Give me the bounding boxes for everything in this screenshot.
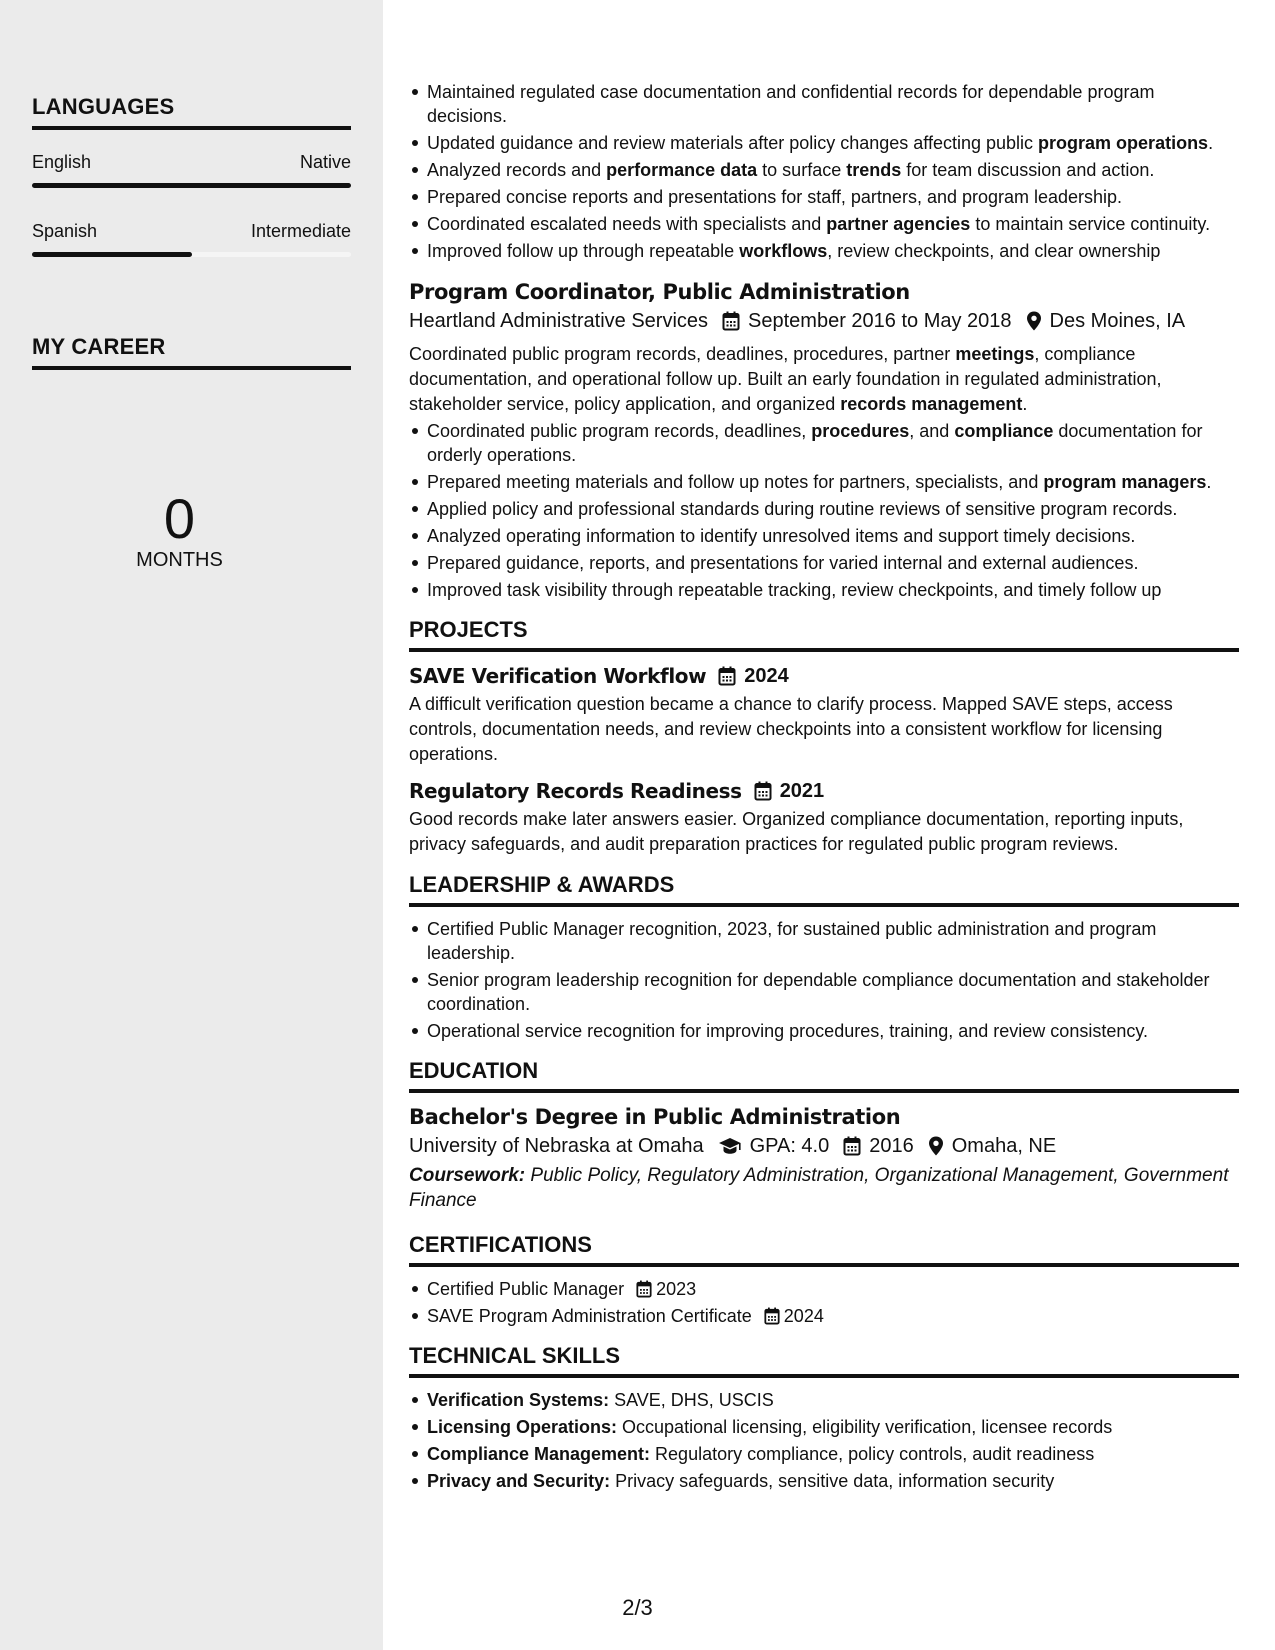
skill-values: SAVE, DHS, USCIS bbox=[609, 1390, 774, 1410]
certifications-heading: CERTIFICATIONS bbox=[409, 1231, 1239, 1267]
project-item bbox=[409, 777, 1239, 857]
calendar-icon bbox=[722, 311, 740, 331]
list-item: Certified Public Manager recognition, 2023, for sustained public administration and program leadership. bbox=[427, 917, 1239, 965]
school-name: University of Nebraska at Omaha bbox=[409, 1135, 704, 1157]
bold-keyword: partner agencies bbox=[826, 214, 971, 234]
text-segment: Coordinated escalated needs with specialists and bbox=[427, 214, 827, 234]
page-number: 2/3 bbox=[622, 1595, 653, 1620]
skill-item bbox=[427, 1442, 1239, 1466]
text-segment: , compliance documentation, and operational follow up. Built an early foundation in regulated administration, stakeholder service, policy application, and organized bbox=[409, 344, 1162, 414]
certification-year: 2023 bbox=[656, 1279, 697, 1299]
technical-skills-heading: TECHNICAL SKILLS bbox=[409, 1342, 1239, 1378]
list-item: Senior program leadership recognition for dependable compliance documentation and stakeholder coordination. bbox=[427, 968, 1239, 1016]
project-header bbox=[409, 662, 1239, 690]
project-year: 2024 bbox=[744, 665, 789, 687]
graduation-cap-icon bbox=[718, 1137, 742, 1155]
text-segment: to maintain service continuity. bbox=[970, 214, 1211, 234]
career-length-unit: MONTHS bbox=[136, 549, 223, 571]
education-meta bbox=[409, 1131, 1239, 1161]
project-description: Good records make later answers easier. Organized compliance documentation, reporting inputs, privacy safeguards, and audit preparation practices for regulated public program reviews. bbox=[409, 809, 1184, 854]
language-proficiency-bar bbox=[32, 183, 351, 188]
bold-keyword: program managers bbox=[1043, 472, 1207, 492]
text-segment: to surface bbox=[757, 160, 847, 180]
degree-title: Bachelor's Degree in Public Administration bbox=[409, 1105, 901, 1129]
text-segment: Maintained regulated case documentation and confidential records for dependable program decisions. bbox=[427, 82, 1155, 126]
text-segment: . bbox=[1022, 394, 1028, 414]
bold-keyword: performance data bbox=[606, 160, 758, 180]
certification-item bbox=[427, 1304, 1239, 1328]
job-bullet-list bbox=[409, 419, 1239, 602]
language-proficiency-bar bbox=[32, 252, 351, 257]
career-length-value: 0 bbox=[163, 487, 196, 550]
technical-skills-list bbox=[409, 1388, 1239, 1493]
education-heading: EDUCATION bbox=[409, 1057, 1239, 1093]
coursework bbox=[409, 1163, 1239, 1213]
projects-list bbox=[409, 662, 1239, 857]
language-proficiency-fill bbox=[32, 183, 351, 188]
list-item bbox=[427, 497, 1239, 521]
text-segment: Prepared guidance, reports, and presentations for varied internal and external audiences. bbox=[427, 553, 1139, 573]
coursework-label: Coursework: bbox=[409, 1165, 526, 1186]
skill-values: Privacy safeguards, sensitive data, information security bbox=[610, 1471, 1055, 1491]
school-location: Omaha, NE bbox=[951, 1135, 1057, 1157]
bold-keyword: program operations bbox=[1038, 133, 1209, 153]
project-name: Regulatory Records Readiness bbox=[409, 779, 742, 803]
skill-category: Verification Systems: bbox=[427, 1390, 610, 1410]
text-segment: Coordinated public program records, deadlines, procedures, partner bbox=[409, 344, 956, 364]
main-content bbox=[409, 80, 1239, 1496]
bold-keyword: procedures bbox=[811, 421, 910, 441]
certification-item bbox=[427, 1277, 1239, 1301]
list-item bbox=[427, 131, 1239, 155]
certification-year: 2024 bbox=[783, 1306, 824, 1326]
language-name: English bbox=[32, 152, 92, 172]
list-item bbox=[427, 524, 1239, 548]
skill-item bbox=[427, 1415, 1239, 1439]
list-item bbox=[427, 578, 1239, 602]
language-proficiency-fill bbox=[32, 252, 192, 257]
leadership-list bbox=[409, 917, 1239, 1043]
skill-category: Compliance Management: bbox=[427, 1444, 651, 1464]
text-segment: for team discussion and action. bbox=[901, 160, 1155, 180]
bold-keyword: records management bbox=[840, 394, 1023, 414]
bold-keyword: meetings bbox=[955, 344, 1035, 364]
certification-row bbox=[427, 1304, 824, 1328]
text-segment: Prepared concise reports and presentations for staff, partners, and program leadership. bbox=[427, 187, 1123, 207]
text-segment: Improved task visibility through repeatable tracking, review checkpoints, and timely follow up bbox=[427, 580, 1162, 600]
job-location: Des Moines, IA bbox=[1049, 310, 1186, 332]
list-item bbox=[427, 470, 1239, 494]
calendar-icon bbox=[764, 1307, 780, 1325]
company-name: Heartland Administrative Services bbox=[409, 310, 709, 332]
bold-keyword: workflows bbox=[739, 241, 828, 261]
list-item: Operational service recognition for improving procedures, training, and review consistency. bbox=[427, 1019, 1239, 1043]
calendar-icon bbox=[636, 1280, 652, 1298]
language-row bbox=[32, 152, 351, 173]
text-segment: documentation for orderly operations. bbox=[427, 421, 1203, 465]
certifications-list bbox=[409, 1277, 1239, 1328]
map-pin-icon bbox=[928, 1136, 944, 1156]
list-item bbox=[427, 158, 1239, 182]
skill-values: Regulatory compliance, policy controls, audit readiness bbox=[650, 1444, 1095, 1464]
job-meta bbox=[409, 306, 1239, 336]
list-item bbox=[427, 239, 1239, 263]
job-dates: September 2016 to May 2018 bbox=[748, 310, 1012, 332]
language-name: Spanish bbox=[32, 221, 98, 241]
project-header bbox=[409, 777, 1239, 805]
text-segment: , review checkpoints, and clear ownership bbox=[827, 241, 1161, 261]
text-segment: Applied policy and professional standards during routine reviews of sensitive program records. bbox=[427, 499, 1178, 519]
list-item bbox=[427, 551, 1239, 575]
languages-heading: LANGUAGES bbox=[32, 94, 351, 130]
project-description: A difficult verification question became a chance to clarify process. Mapped SAVE steps, access controls, documentation needs, and review checkpoints into a consistent workflow for licensing operations. bbox=[409, 694, 1173, 764]
text-segment: . bbox=[1208, 133, 1214, 153]
list-item bbox=[427, 80, 1239, 128]
skill-values: Occupational licensing, eligibility verification, licensee records bbox=[617, 1417, 1113, 1437]
calendar-icon bbox=[843, 1136, 861, 1156]
career-heading: MY CAREER bbox=[32, 334, 351, 370]
project-item bbox=[409, 662, 1239, 767]
project-year: 2021 bbox=[779, 780, 825, 802]
bold-keyword: trends bbox=[846, 160, 902, 180]
list-item bbox=[427, 185, 1239, 209]
job-bullet-list bbox=[409, 80, 1239, 263]
map-pin-icon bbox=[1026, 311, 1042, 331]
coursework-list: Public Policy, Regulatory Administration, Organizational Management, Government Finance bbox=[409, 1165, 1229, 1211]
text-segment: Coordinated public program records, deadlines, bbox=[427, 421, 812, 441]
projects-heading: PROJECTS bbox=[409, 616, 1239, 652]
graduation-year: 2016 bbox=[869, 1135, 914, 1157]
leadership-heading: LEADERSHIP & AWARDS bbox=[409, 871, 1239, 907]
text-segment: , and bbox=[909, 421, 955, 441]
job-summary bbox=[409, 342, 1239, 417]
skill-category: Licensing Operations: bbox=[427, 1417, 618, 1437]
calendar-icon bbox=[754, 781, 772, 801]
bold-keyword: compliance bbox=[954, 421, 1054, 441]
list-item bbox=[427, 212, 1239, 236]
language-level: Intermediate bbox=[250, 221, 351, 241]
list-item bbox=[427, 419, 1239, 467]
text-segment: Analyzed records and bbox=[427, 160, 607, 180]
language-level: Native bbox=[299, 152, 351, 172]
project-name: SAVE Verification Workflow bbox=[409, 664, 707, 688]
sidebar bbox=[0, 0, 383, 1650]
text-segment: Prepared meeting materials and follow up notes for partners, specialists, and bbox=[427, 472, 1044, 492]
text-segment: . bbox=[1206, 472, 1212, 492]
skill-item bbox=[427, 1469, 1239, 1493]
text-segment: Improved follow up through repeatable bbox=[427, 241, 740, 261]
text-segment: Analyzed operating information to identify unresolved items and support timely decisions. bbox=[427, 526, 1136, 546]
certification-name: SAVE Program Administration Certificate bbox=[427, 1306, 752, 1326]
gpa: GPA: 4.0 bbox=[749, 1135, 830, 1157]
text-segment: Updated guidance and review materials after policy changes affecting public bbox=[427, 133, 1039, 153]
calendar-icon bbox=[718, 666, 736, 686]
certification-name: Certified Public Manager bbox=[427, 1279, 625, 1299]
certification-row bbox=[427, 1277, 696, 1301]
skill-category: Privacy and Security: bbox=[427, 1471, 611, 1491]
skill-item bbox=[427, 1388, 1239, 1412]
job-title: Program Coordinator, Public Administration bbox=[409, 280, 910, 304]
language-row bbox=[32, 221, 351, 242]
